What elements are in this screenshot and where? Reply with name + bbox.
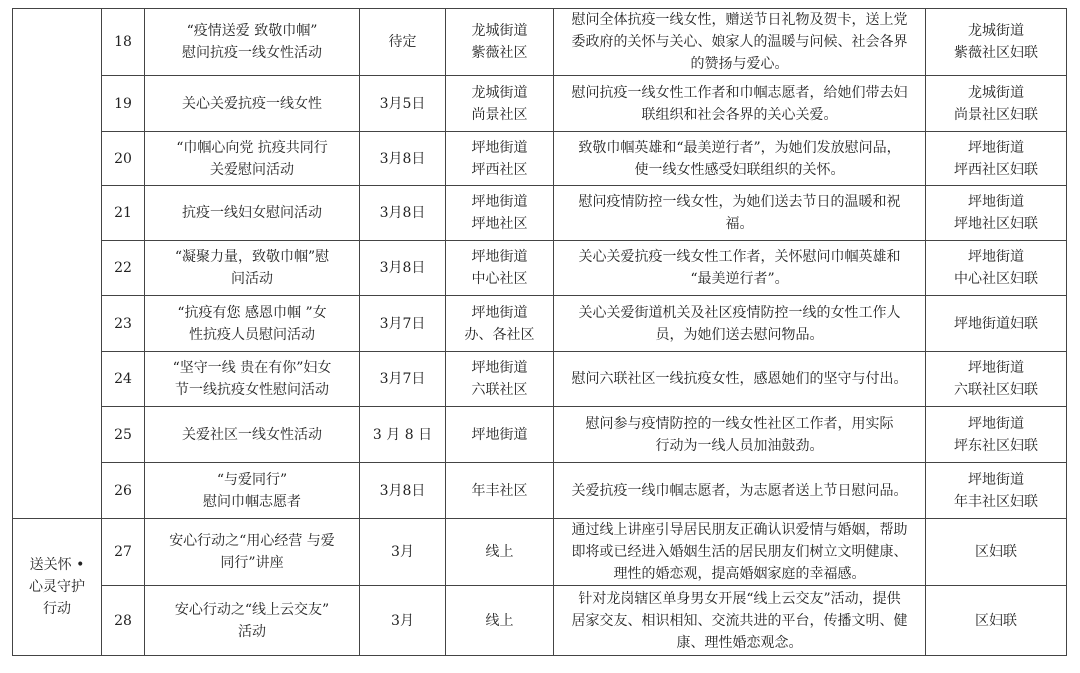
organizer-line: 坪地街道 [968, 194, 1024, 210]
activity-description-line: 慰问疫情防控一线女性，为她们送去节日的温暖和祝 [578, 194, 901, 210]
activity-time: 3月7日 [360, 296, 446, 352]
activity-description-line: 使一线女性感受妇联组织的关怀。 [634, 161, 845, 178]
activity-name [145, 132, 360, 186]
activity-place-line: 龙城街道 [471, 84, 528, 101]
organizer-line: 坪地街道 [968, 471, 1024, 488]
organizer-line: 六联社区妇联 [954, 382, 1038, 398]
organizer-line: 坪地街道妇联 [954, 315, 1038, 332]
activity-place-line: 坪地街道 [471, 360, 528, 376]
row-number: 26 [102, 463, 145, 519]
organizer [926, 586, 1067, 656]
activity-description-line: 联组织和社会各界的关心关爱。 [641, 106, 838, 123]
organizer-line: 坪地街道 [968, 139, 1024, 156]
activity-name-line: 活动 [238, 623, 266, 640]
row-number: 23 [102, 296, 145, 352]
activity-description-line: 慰问六联社区一线抗疫女性，感恩她们的坚守与付出。 [571, 371, 908, 387]
organizer-line: 坪地街道 [968, 415, 1024, 432]
row-number: 24 [102, 352, 145, 407]
activity-name-line: 安心行动之“用心经营 与爱 [169, 533, 335, 549]
organizer-line: 紫薇社区妇联 [954, 45, 1038, 61]
activity-description-line: 关爱抗疫一线巾帼志愿者，为志愿者送上节日慰问品。 [571, 482, 908, 499]
activity-name [145, 76, 360, 132]
activity-description-line: 委政府的关怀与关心、娘家人的温暖与问候、社会各界 [571, 34, 908, 50]
activity-description [554, 9, 926, 76]
activity-name [145, 352, 360, 407]
row-number: 22 [102, 241, 145, 296]
category-cell [13, 519, 102, 656]
organizer [926, 241, 1067, 296]
category-cell-line: 送关怀 • [29, 557, 85, 573]
activity-place-line: 坪西社区 [471, 161, 528, 178]
activity-name [145, 519, 360, 586]
activity-place-line: 坪地街道 [471, 139, 528, 156]
organizer-line: 坪西社区妇联 [954, 161, 1038, 178]
activity-description [554, 296, 926, 352]
activity-description [554, 132, 926, 186]
organizer-line: 坪东社区妇联 [954, 437, 1038, 454]
activity-name-line: 同行”讲座 [220, 555, 284, 571]
activity-place [446, 586, 554, 656]
activity-place [446, 519, 554, 586]
activity-place-line: 坪地街道 [471, 194, 528, 210]
activity-description-line: 的赞扬与爱心。 [690, 56, 789, 72]
table-row [13, 463, 1067, 519]
table-row [13, 186, 1067, 241]
activity-description [554, 463, 926, 519]
activity-description-line: 理性的婚恋观，提高婚姻家庭的幸福感。 [613, 566, 866, 582]
activity-description [554, 186, 926, 241]
row-number: 21 [102, 186, 145, 241]
organizer-line: 区妇联 [975, 612, 1017, 629]
activity-description-line: 针对龙岗辖区单身男女开展“线上云交友”活动，提供 [578, 590, 901, 607]
activity-place-line: 六联社区 [471, 382, 528, 398]
table-row [13, 241, 1067, 296]
activity-place-line: 坪地社区 [471, 216, 528, 232]
activity-place-line: 年丰社区 [471, 482, 528, 499]
organizer-line: 尚景社区妇联 [954, 106, 1038, 123]
activity-place [446, 132, 554, 186]
row-number: 18 [102, 9, 145, 76]
organizer [926, 296, 1067, 352]
activity-name-line: 性抗疫人员慰问活动 [189, 326, 315, 343]
organizer [926, 519, 1067, 586]
activity-description [554, 352, 926, 407]
activity-place [446, 296, 554, 352]
activity-description-line: 慰问参与疫情防控的一线女性社区工作者，用实际 [585, 415, 894, 432]
activity-time: 3月 [360, 586, 446, 656]
activity-place-line: 坪地街道 [471, 304, 528, 321]
activity-place-line: 坪地街道 [471, 426, 528, 443]
activity-place-line: 尚景社区 [471, 106, 528, 123]
activity-description-line: 关心关爱街道机关及社区疫情防控一线的女性工作人 [578, 304, 901, 321]
row-number: 27 [102, 519, 145, 586]
activity-description-line: 康、理性婚恋观念。 [676, 634, 803, 651]
organizer-line: 区妇联 [975, 544, 1017, 560]
organizer-line: 坪地街道 [968, 360, 1024, 376]
activity-place [446, 76, 554, 132]
activity-description-line: 关心关爱抗疫一线女性工作者，关怀慰问巾帼英雄和 [578, 249, 901, 265]
activity-description-line: “最美逆行者”。 [690, 271, 789, 287]
activity-description-line: 福。 [725, 216, 754, 232]
organizer [926, 132, 1067, 186]
organizer-line: 龙城街道 [968, 84, 1024, 101]
activity-table [12, 8, 1067, 656]
organizer-line: 坪地街道 [968, 249, 1024, 265]
activity-description-line: 慰问全体抗疫一线女性，赠送节日礼物及贺卡，送上党 [571, 12, 908, 28]
activity-place-line: 紫薇社区 [471, 45, 528, 61]
activity-place-line: 龙城街道 [471, 23, 528, 39]
activity-description-line: 居家交友、相识相知、交流共进的平台，传播文明、健 [571, 612, 908, 629]
activity-name-line: 关心关爱抗疫一线女性 [182, 95, 322, 112]
activity-name-line: 关爱慰问活动 [210, 161, 294, 178]
activity-name [145, 9, 360, 76]
activity-time: 3 月 8 日 [360, 407, 446, 463]
activity-place-line: 坪地街道 [471, 249, 528, 265]
organizer [926, 76, 1067, 132]
activity-place [446, 463, 554, 519]
table-row [13, 352, 1067, 407]
category-cell-line: 行动 [43, 601, 71, 617]
activity-name-line: 关爱社区一线女性活动 [182, 426, 322, 443]
organizer-line: 坪地社区妇联 [954, 216, 1038, 232]
category-cell-blank [13, 9, 102, 519]
table-row [13, 132, 1067, 186]
activity-name-line: 慰问抗疫一线女性活动 [182, 45, 322, 61]
activity-description-line: 行动为一线人员加油鼓劲。 [655, 437, 824, 454]
activity-name [145, 407, 360, 463]
table-row [13, 296, 1067, 352]
organizer [926, 463, 1067, 519]
activity-place-line: 办、各社区 [464, 326, 535, 343]
activity-time: 待定 [360, 9, 446, 76]
activity-description [554, 241, 926, 296]
row-number: 19 [102, 76, 145, 132]
activity-time: 3月8日 [360, 132, 446, 186]
activity-name-line: “巾帼心向党 抗疫共同行 [176, 139, 328, 156]
activity-time: 3月8日 [360, 186, 446, 241]
activity-time: 3月8日 [360, 241, 446, 296]
row-number: 28 [102, 586, 145, 656]
activity-name-line: “凝聚力量，致敬巾帼”慰 [174, 249, 330, 265]
activity-name [145, 586, 360, 656]
activity-place [446, 186, 554, 241]
activity-name-line: “疫情送爱 致敬巾帼” [186, 23, 318, 39]
activity-place [446, 352, 554, 407]
activity-description [554, 76, 926, 132]
table-row [13, 76, 1067, 132]
activity-place-line: 线上 [485, 612, 514, 629]
activity-description [554, 586, 926, 656]
activity-description-line: 慰问抗疫一线女性工作者和巾帼志愿者，给她们带去妇 [571, 84, 908, 101]
organizer [926, 407, 1067, 463]
activity-place-line: 线上 [485, 544, 514, 560]
table-row [13, 586, 1067, 656]
activity-name-line: 慰问巾帼志愿者 [203, 493, 301, 510]
organizer-line: 龙城街道 [968, 23, 1024, 39]
activity-name [145, 186, 360, 241]
category-cell-line: 心灵守护 [29, 579, 85, 595]
activity-name-line: 问活动 [231, 271, 273, 287]
activity-name-line: “与爱同行” [216, 471, 288, 488]
activity-description [554, 407, 926, 463]
activity-place [446, 407, 554, 463]
activity-description-line: 通过线上讲座引导居民朋友正确认识爱情与婚姻，帮助 [571, 522, 908, 538]
activity-name [145, 463, 360, 519]
organizer-line: 中心社区妇联 [954, 271, 1038, 287]
activity-description-line: 即将或已经进入婚姻生活的居民朋友们树立文明健康、 [571, 544, 908, 560]
activity-name-line: “坚守一线 贵在有你”妇女 [172, 360, 332, 376]
activity-time: 3月5日 [360, 76, 446, 132]
activity-place [446, 9, 554, 76]
activity-time: 3月8日 [360, 463, 446, 519]
activity-description-line: 致敬巾帼英雄和“最美逆行者”，为她们发放慰问品， [578, 139, 901, 156]
organizer [926, 186, 1067, 241]
row-number: 20 [102, 132, 145, 186]
activity-name [145, 241, 360, 296]
activity-time: 3月7日 [360, 352, 446, 407]
activity-name-line: 节一线抗疫女性慰问活动 [175, 382, 329, 398]
activity-name-line: 抗疫一线妇女慰问活动 [182, 205, 322, 221]
table-row [13, 407, 1067, 463]
table-row [13, 9, 1067, 76]
activity-description-line: 员，为她们送去慰问物品。 [655, 326, 824, 343]
activity-time: 3月 [360, 519, 446, 586]
organizer [926, 9, 1067, 76]
organizer-line: 年丰社区妇联 [954, 493, 1038, 510]
activity-name [145, 296, 360, 352]
activity-place-line: 中心社区 [471, 271, 528, 287]
organizer [926, 352, 1067, 407]
activity-description [554, 519, 926, 586]
activity-name-line: “抗疫有您 感恩巾帼 ”女 [177, 304, 327, 321]
table-row [13, 519, 1067, 586]
activity-name-line: 安心行动之“线上云交友” [174, 601, 330, 618]
activity-place [446, 241, 554, 296]
row-number: 25 [102, 407, 145, 463]
